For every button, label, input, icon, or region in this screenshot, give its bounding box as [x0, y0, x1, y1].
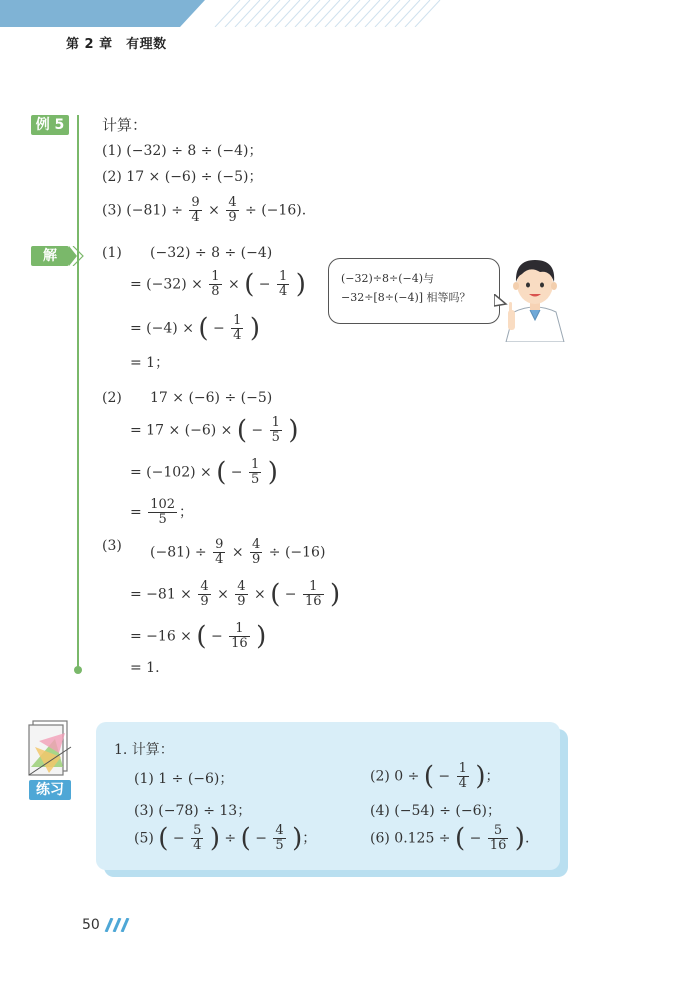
example-item-1: (1) (−32) ÷ 8 ÷ (−4)； — [102, 143, 263, 159]
chapter-title: 第 2 章 有理数 — [66, 37, 167, 52]
fraction: $\frac{9}{4}$ — [191, 195, 200, 225]
part-1-label: (1) — [102, 245, 122, 261]
fraction: $\frac{4}{9}$ — [228, 195, 237, 225]
part-3-step-1: = −81 × $\frac{4}{9}$ × $\frac{4}{9}$ × ( − $\frac{1}{16}$ ) — [130, 579, 341, 610]
example-item-2: (2) 17 × (−6) ÷ (−5)； — [102, 169, 263, 185]
bubble-line-1: (−32)÷8÷(−4)与 — [341, 272, 435, 285]
practice-tag: 练习 — [29, 780, 71, 800]
part-1-step-3: = 1； — [130, 355, 170, 371]
page-slash-icon — [104, 918, 130, 932]
practice-q4: (4) (−54) ÷ (−6)； — [370, 803, 501, 819]
part-2-label: (2) — [102, 390, 122, 406]
bubble-line-2: −32÷[8÷(−4)] 相等吗？ — [341, 291, 471, 304]
boy-illustration — [500, 252, 570, 342]
example-item-3-start: (3) (−81) ÷ — [102, 202, 183, 219]
practice-title: 1. 计算： — [114, 742, 174, 758]
part-1-step-1: = (−32) × $\frac{1}{8}$ × ( − $\frac{1}{4}$ ) — [130, 269, 306, 300]
example-prompt: 计算： — [102, 116, 148, 134]
page-number — [82, 917, 130, 933]
practice-q3: (3) (−78) ÷ 13； — [134, 803, 252, 819]
practice-q1: (1) 1 ÷ (−6)； — [134, 771, 234, 787]
part-3-step-2: = −16 × ( − $\frac{1}{16}$ ) — [130, 621, 267, 652]
practice-q5: (5) ( − $\frac{5}{4}$ ) ÷ ( − $\frac{4}{5}$ )； — [134, 823, 317, 854]
part-3-step-3: = 1. — [130, 660, 160, 676]
part-1-expression: (−32) ÷ 8 ÷ (−4) — [150, 245, 273, 261]
side-line — [77, 115, 79, 670]
part-2-step-2: = (−102) × ( − $\frac{1}{5}$ ) — [130, 457, 278, 488]
side-line-dot — [74, 666, 82, 674]
part-1-step-2: = (−4) × ( − $\frac{1}{4}$ ) — [130, 313, 261, 344]
header-stripes — [0, 0, 700, 27]
part-2-expression: 17 × (−6) ÷ (−5) — [150, 390, 273, 406]
solution-tag: 解 — [31, 246, 69, 266]
practice-book-icon — [25, 717, 75, 777]
part-3-expression: (−81) ÷ $\frac{9}{4}$ × $\frac{4}{9}$ ÷ (−16) — [150, 537, 326, 567]
header-band — [0, 0, 700, 27]
practice-q2: (2) 0 ÷ ( − $\frac{1}{4}$ )； — [370, 761, 500, 792]
part-2-step-1: = 17 × (−6) × ( − $\frac{1}{5}$ ) — [130, 415, 299, 446]
speech-bubble — [328, 258, 500, 324]
part-3-label: (3) — [102, 538, 122, 554]
example-item-3: (3) (−81) ÷ $\frac{9}{4}$ × $\frac{4}{9}$ ÷ (−16). — [102, 195, 307, 225]
page-number-value: 50 — [82, 917, 100, 933]
tag-arrow-icon — [69, 246, 89, 266]
practice-q6: (6) 0.125 ÷ ( − $\frac{5}{16}$ ). — [370, 823, 530, 854]
example-tag: 例 5 — [31, 115, 69, 135]
part-2-step-3: = $\frac{102}{5}$ ； — [130, 497, 194, 527]
